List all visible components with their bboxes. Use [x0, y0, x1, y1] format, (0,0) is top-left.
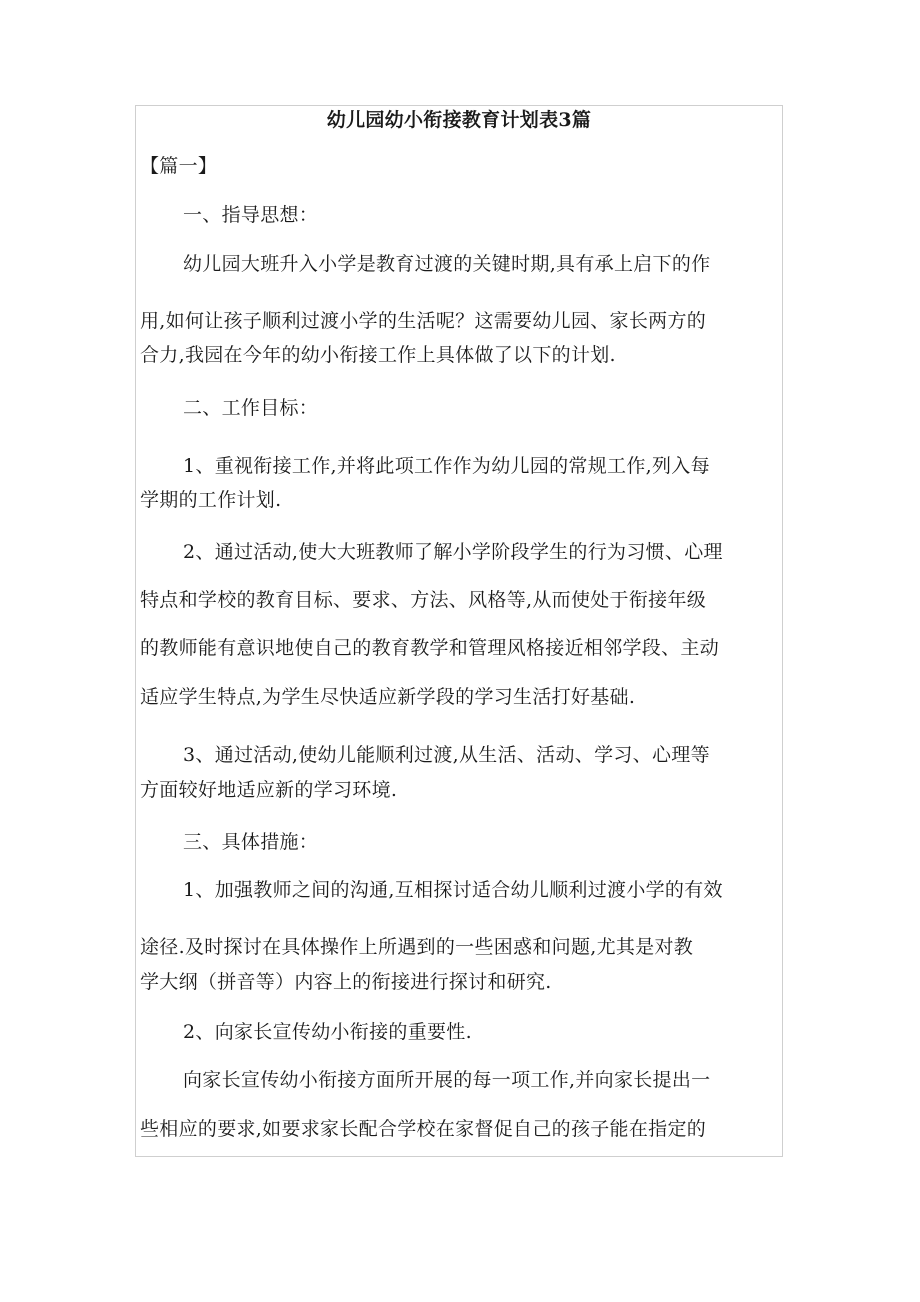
heading-specific-measures: 三、具体措施： [183, 831, 319, 853]
paragraph-line: 些相应的要求,如要求家长配合学校在家督促自己的孩子能在指定的 [140, 1118, 707, 1140]
paragraph-line: 用,如何让孩子顺利过渡小学的生活呢？这需要幼儿园、家长两方的 [140, 310, 707, 332]
paragraph-line: 学期的工作计划. [140, 489, 282, 511]
heading-guiding-ideology: 一、指导思想： [183, 204, 319, 226]
paragraph-line: 向家长宣传幼小衔接方面所开展的每一项工作,并向家长提出一 [183, 1069, 711, 1091]
paragraph-line: 1、重视衔接工作,并将此项工作作为幼儿园的常规工作,列入每 [183, 455, 710, 477]
paragraph-line: 1、加强教师之间的沟通,互相探讨适合幼儿顺利过渡小学的有效 [183, 879, 723, 901]
paragraph-line: 的教师能有意识地使自己的教育教学和管理风格接近相邻学段、主动 [140, 637, 720, 659]
paragraph-line: 方面较好地适应新的学习环境. [140, 779, 398, 801]
paragraph-line: 途径.及时探讨在具体操作上所遇到的一些困惑和问题,尤其是对教 [140, 936, 694, 958]
paragraph-line: 特点和学校的教育目标、要求、方法、风格等,从而使处于衔接年级 [140, 589, 707, 611]
paragraph-line: 学大纲（拼音等）内容上的衔接进行探讨和研究. [140, 971, 552, 993]
heading-work-goals: 二、工作目标： [183, 397, 319, 419]
paragraph-line: 合力,我园在今年的幼小衔接工作上具体做了以下的计划. [140, 344, 616, 366]
paragraph-line: 适应学生特点,为学生尽快适应新学段的学习生活打好基础. [140, 686, 636, 708]
section-label: 【篇一】 [140, 155, 218, 177]
paragraph-line: 幼儿园大班升入小学是教育过渡的关键时期,具有承上启下的作 [183, 253, 711, 275]
paragraph-line: 3、通过活动,使幼儿能顺利过渡,从生活、活动、学习、心理等 [183, 744, 710, 766]
paragraph-line: 2、通过活动,使大大班教师了解小学阶段学生的行为习惯、心理 [183, 541, 723, 563]
document-title: 幼儿园幼小衔接教育计划表3篇 [326, 109, 592, 131]
paragraph-line: 2、向家长宣传幼小衔接的重要性. [183, 1021, 472, 1043]
document-frame [135, 105, 783, 1157]
